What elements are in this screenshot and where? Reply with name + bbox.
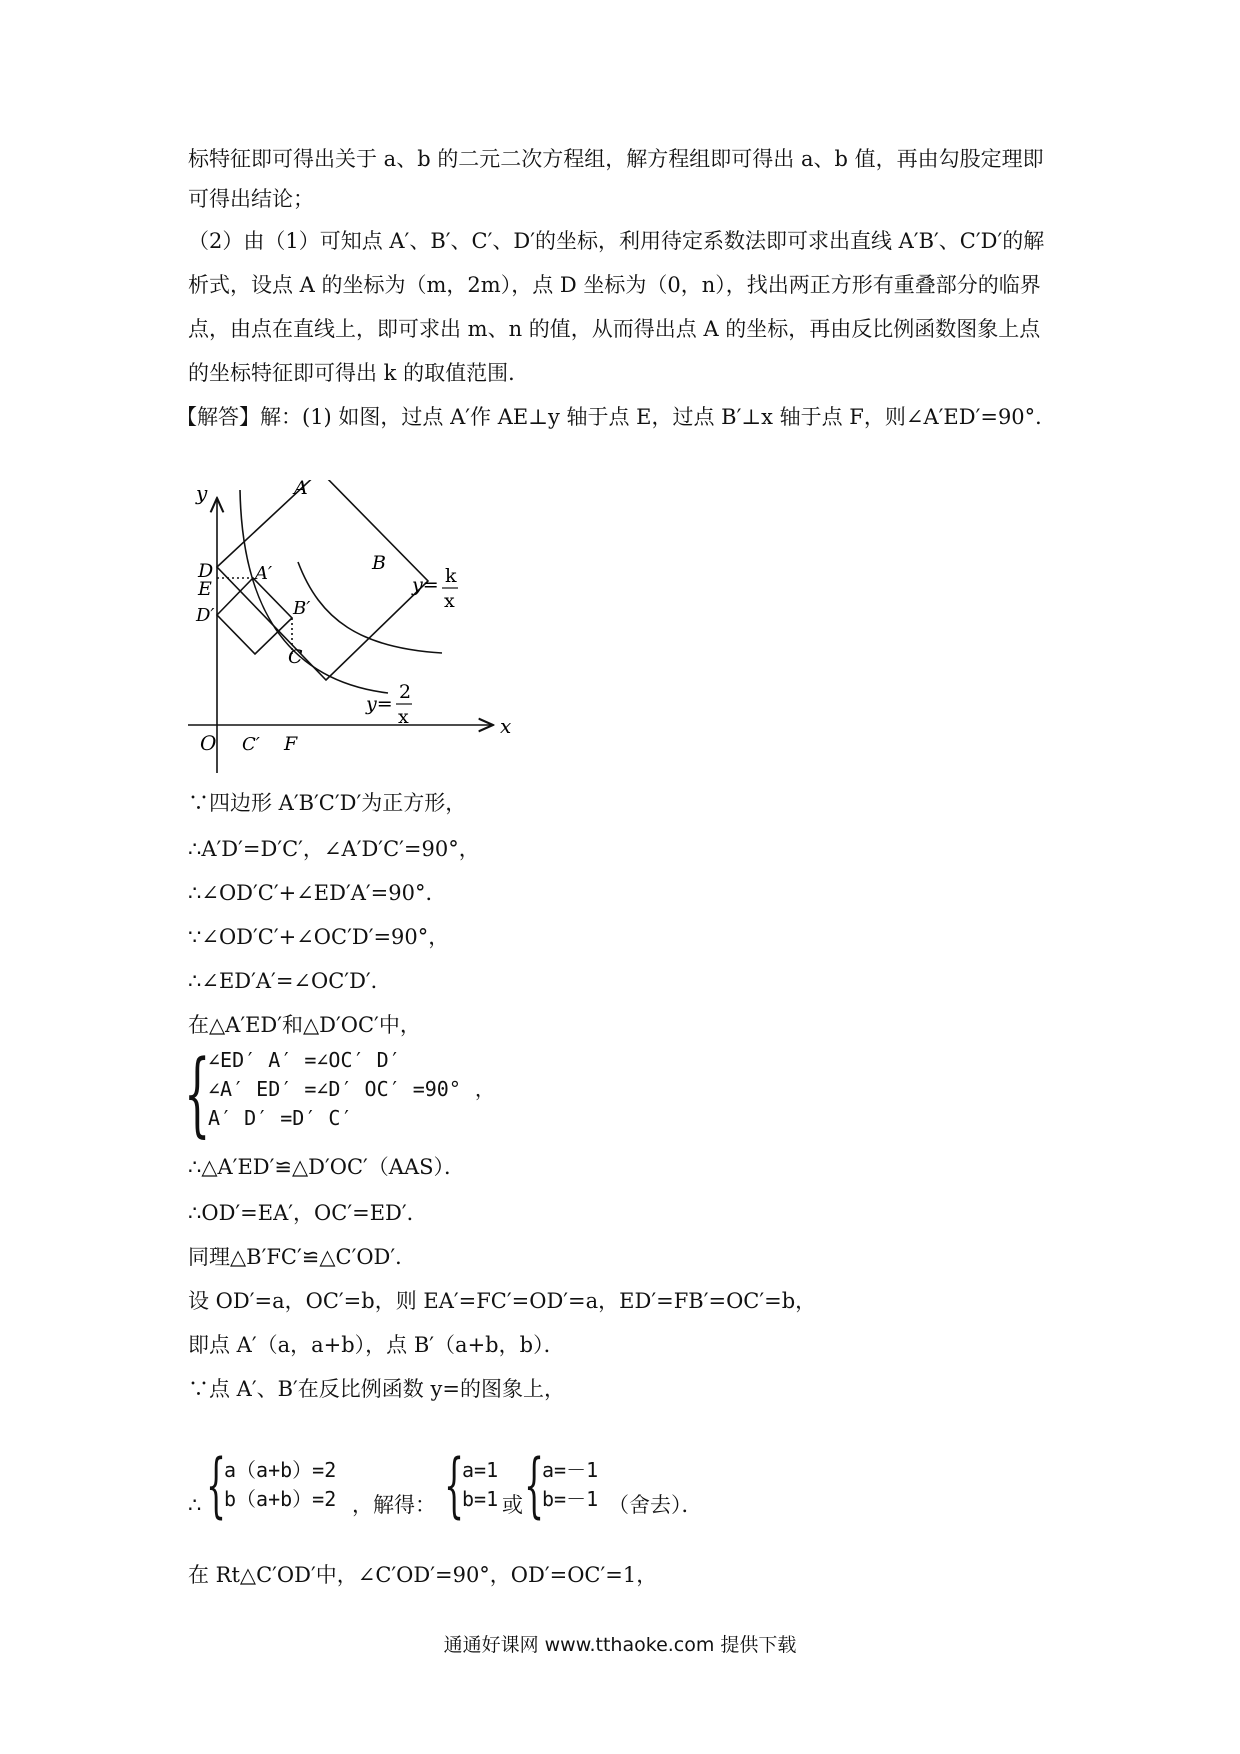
text-line-17: 设 OD′=a，OC′=b，则 EA′=FC′=OD′=a，ED′=FB′=OC′=b，: [188, 1289, 817, 1313]
solution-1-row-2: b=1: [462, 1487, 499, 1511]
point-C-label: C: [288, 646, 303, 668]
text-line-8: ∵四边形 A′B′C′D′为正方形，: [188, 791, 467, 815]
or-text: 或: [502, 1493, 523, 1517]
text-line-7: 【解答】解：(1) 如图，过点 A′作 AE⊥y 轴于点 E，过点 B′⊥x 轴于点 F，则∠A′ED′=90°．: [176, 405, 1057, 429]
point-A1-label: A′: [255, 563, 273, 584]
x-axis-label: x: [500, 714, 512, 738]
therefore-symbol: ∴: [188, 1493, 202, 1517]
curve-k-label-den: x: [444, 590, 455, 612]
solution-2: [542, 1456, 598, 1514]
text-line-16: 同理△B′FC′≌△C′OD′．: [188, 1245, 417, 1269]
solution-2-row-2: b=－1: [542, 1487, 599, 1511]
system-row-2-comma: ，: [474, 1077, 495, 1101]
point-F-label: F: [284, 733, 298, 755]
curve-2-label-den: x: [398, 706, 409, 728]
text-line-10: ∴∠OD′C′+∠ED′A′=90°．: [188, 881, 447, 905]
system-row-1: ∠ED′ A′ =∠OC′ D′: [208, 1048, 401, 1072]
system-row-2-text: ∠A′ ED′ =∠D′ OC′ =90°: [208, 1077, 461, 1101]
text-line-1: 标特征即可得出关于 a、b 的二元二次方程组，解方程组即可得出 a、b 值，再由勾股定理即: [188, 147, 1044, 171]
text-line-19: ∵点 A′、B′在反比例函数 y=的图象上，: [188, 1377, 565, 1401]
equation-row-2: b（a+b）=2: [224, 1487, 337, 1511]
curve-2-label-num: 2: [399, 681, 412, 703]
solution-1: [462, 1456, 498, 1514]
congruence-system: [208, 1046, 495, 1133]
discard-text: （舍去）．: [608, 1493, 703, 1517]
point-E-label: E: [198, 578, 212, 600]
text-line-3: （2）由（1）可知点 A′、B′、C′、D′的坐标，利用待定系数法即可求出直线 A′B′、C′D′的解: [188, 229, 1045, 253]
text-line-13: 在△A′ED′和△D′OC′中，: [188, 1013, 421, 1037]
text-line-12: ∴∠ED′A′=∠OC′D′．: [188, 969, 392, 993]
square-ABCD: [217, 480, 428, 680]
point-A-label: A: [294, 480, 308, 499]
point-B-label: B: [372, 552, 386, 574]
point-D-label: D: [198, 560, 214, 582]
brace-equations: {: [206, 1444, 227, 1526]
curve-k-label-y: y=: [412, 574, 439, 596]
text-line-11: ∵∠OD′C′+∠OC′D′=90°，: [188, 925, 450, 949]
origin-label: O: [200, 731, 217, 755]
text-line-4: 析式，设点 A 的坐标为（m，2m），点 D 坐标为（0，n），找出两正方形有重叠部分的临界: [188, 273, 1041, 297]
footer-source: 通通好课网 www.tthaoke.com 提供下载: [443, 1634, 797, 1656]
point-B1-label: B′: [293, 598, 311, 619]
text-line-15: ∴OD′=EA′，OC′=ED′．: [188, 1201, 428, 1225]
text-line-14: ∴△A′ED′≌△D′OC′（AAS）．: [188, 1155, 465, 1179]
solution-1-row-1: a=1: [462, 1458, 499, 1482]
text-line-20: 在 Rt△C′OD′中，∠C′OD′=90°，OD′=OC′=1，: [188, 1563, 658, 1587]
coordinate-figure: [180, 480, 520, 780]
curve-2-over-x: [240, 490, 388, 693]
brace-solution-1: {: [444, 1444, 465, 1526]
text-line-9: ∴A′D′=D′C′，∠A′D′C′=90°，: [188, 837, 480, 861]
text-line-18: 即点 A′（a，a+b），点 B′（a+b，b）．: [188, 1333, 565, 1357]
point-D1-label: D′: [196, 605, 215, 626]
solution-2-row-1: a=－1: [542, 1458, 599, 1482]
brace-solution-2: {: [524, 1444, 545, 1526]
square-A1B1C1D1: [217, 578, 292, 654]
solve-text: ，解得：: [352, 1493, 436, 1517]
point-C1-label: C′: [242, 734, 260, 755]
equation-system: [224, 1456, 336, 1514]
text-line-6: 的坐标特征即可得出 k 的取值范围．: [188, 361, 530, 385]
y-axis-label: y: [196, 481, 208, 505]
curve-2-label-y: y=: [366, 693, 393, 715]
system-row-3: A′ D′ =D′ C′: [208, 1106, 353, 1130]
equation-row-1: a（a+b）=2: [224, 1458, 337, 1482]
curve-k-label-num: k: [445, 565, 457, 587]
text-line-2: 可得出结论；: [188, 187, 314, 211]
system-row-2: [208, 1075, 495, 1104]
left-brace: {: [184, 1040, 211, 1147]
text-line-5: 点，由点在直线上，即可求出 m、n 的值，从而得出点 A 的坐标，再由反比例函数图象上点: [188, 317, 1041, 341]
